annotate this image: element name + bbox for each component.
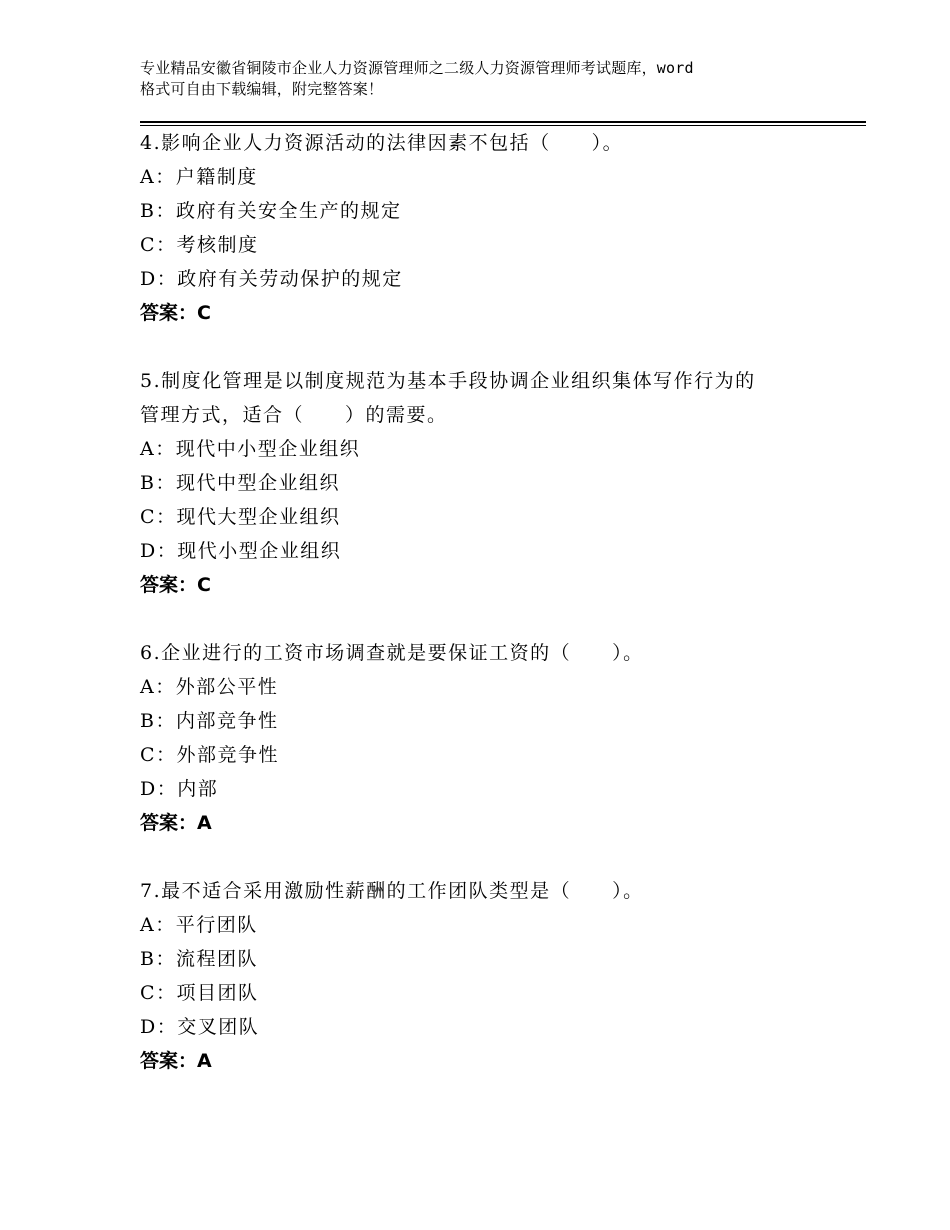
option-c: C：外部竞争性: [140, 744, 280, 766]
answer-label: 答案：A: [140, 1050, 212, 1072]
header-line-2: 格式可自由下载编辑，附完整答案！: [140, 80, 384, 98]
question-6: [140, 636, 860, 840]
question-5: [140, 364, 860, 602]
answer-label: 答案：C: [140, 302, 211, 324]
option-a: A：外部公平性: [140, 676, 279, 698]
spacer: [140, 602, 860, 636]
option-c: C：项目团队: [140, 982, 259, 1004]
option-d: D：内部: [140, 778, 219, 800]
option-c: C：现代大型企业组织: [140, 506, 341, 528]
option-b: B：流程团队: [140, 948, 258, 970]
question-list: [140, 126, 860, 1078]
option-a: A：户籍制度: [140, 166, 258, 188]
spacer: [140, 330, 860, 364]
option-b: B：内部竞争性: [140, 710, 279, 732]
question-stem-continued: 管理方式，适合（ ）的需要。: [140, 404, 448, 426]
header-rule-thick: [140, 121, 866, 123]
option-b: B：政府有关安全生产的规定: [140, 200, 402, 222]
option-b: B：现代中型企业组织: [140, 472, 340, 494]
question-stem: 7.最不适合采用激励性薪酬的工作团队类型是（ ）。: [140, 880, 644, 902]
answer-label: 答案：C: [140, 574, 211, 596]
option-a: A：平行团队: [140, 914, 258, 936]
question-7: [140, 874, 860, 1078]
option-a: A：现代中小型企业组织: [140, 438, 361, 460]
option-c: C：考核制度: [140, 234, 259, 256]
answer-label: 答案：A: [140, 812, 212, 834]
option-d: D：现代小型企业组织: [140, 540, 342, 562]
option-d: D：交叉团队: [140, 1016, 260, 1038]
document-header: [140, 58, 840, 100]
question-stem: 4.影响企业人力资源活动的法律因素不包括（ ）。: [140, 132, 624, 154]
option-d: D：政府有关劳动保护的规定: [140, 268, 403, 290]
spacer: [140, 840, 860, 874]
question-4: [140, 126, 860, 330]
question-stem: 5.制度化管理是以制度规范为基本手段协调企业组织集体写作行为的: [140, 370, 756, 392]
header-line-1: 专业精品安徽省铜陵市企业人力资源管理师之二级人力资源管理师考试题库，word: [140, 59, 694, 77]
question-stem: 6.企业进行的工资市场调查就是要保证工资的（ ）。: [140, 642, 644, 664]
